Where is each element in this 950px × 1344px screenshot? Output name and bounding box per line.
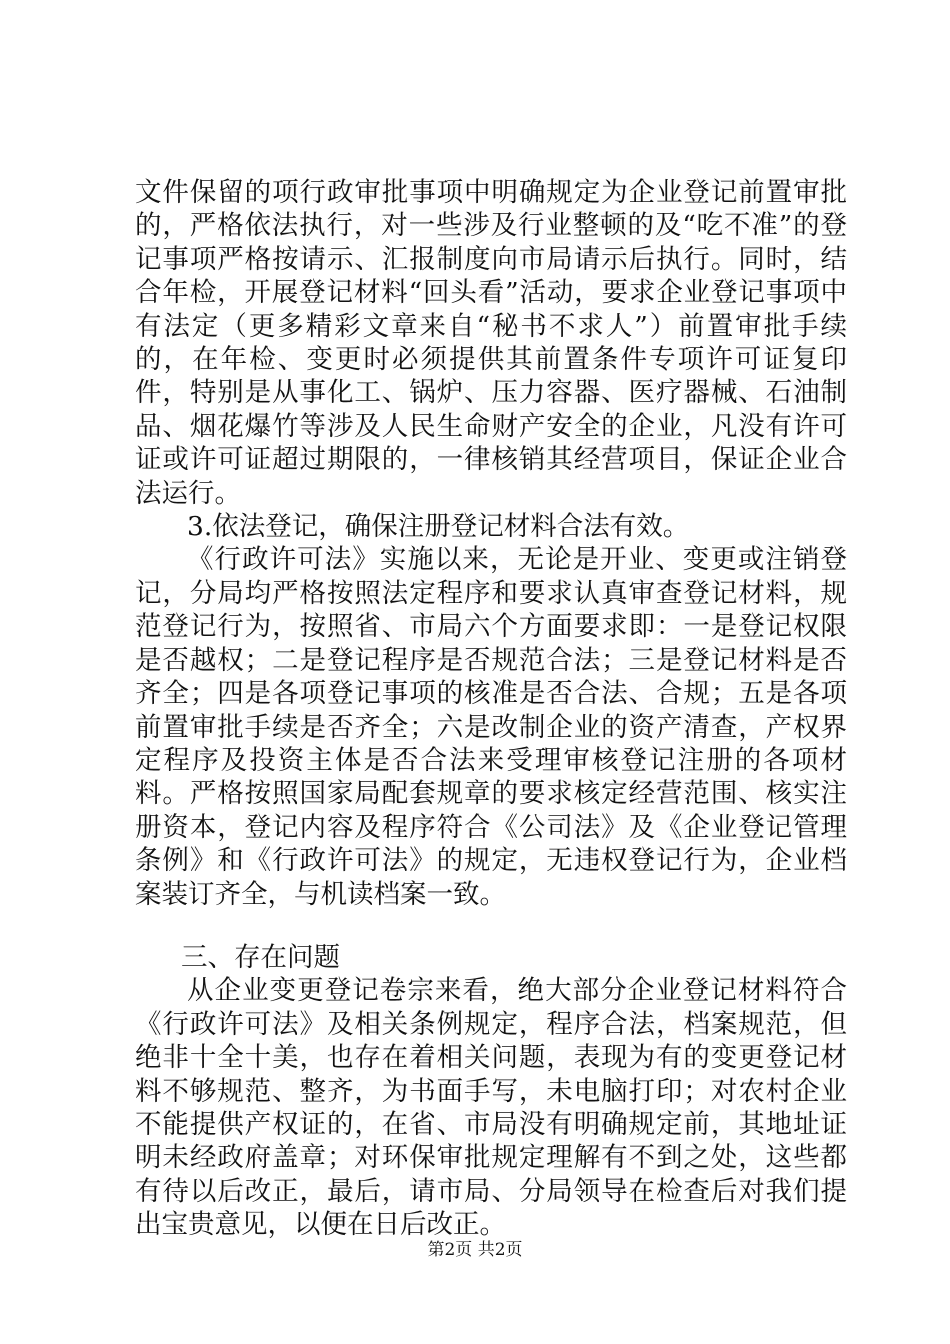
paragraph-administrative-license-law: 《行政许可法》实施以来，无论是开业、变更或注销登记，分局均严格按照法定程序和要求认真审查登记材料，规范登记行为，按照省、市局六个方面要求即：一是登记权限是否越权；二是登记程序是否规范合法；三是登记材料是否齐全；四是各项登记事项的核准是否合法、合规；五是各项前置审批手续是否齐全；六是改制企业的资产清查，产权界定程序及投资主体是否合法来受理审核登记注册的各项材料。严格按照国家局配套规章的要求核定经营范围、核实注册资本，登记内容及程序符合《公司法》及《企业登记管理条例》和《行政许可法》的规定，无违权登记行为，企业档案装订齐全，与机读档案一致。	[135, 544, 847, 910]
page-number-label: 第2页 共2页	[427, 1240, 523, 1260]
page-footer	[0, 1240, 950, 1260]
paragraph-approval-items: 文件保留的项行政审批事项中明确规定为企业登记前置审批的，严格依法执行，对一些涉及行业整顿的及“吃不准”的登记事项严格按请示、汇报制度向市局请示后执行。同时，结合年检，开展登记材料“回头看”活动，要求企业登记事项中有法定（更多精彩文章来自“秘书不求人”）前置审批手续的，在年检、变更时必须提供其前置条件专项许可证复印件，特别是从事化工、锅炉、压力容器、医疗器械、石油制品、烟花爆竹等涉及人民生命财产安全的企业，凡没有许可证或许可证超过期限的，一律核销其经营项目，保证企业合法运行。	[135, 177, 847, 509]
document-body	[135, 176, 847, 1242]
section-heading-existing-problems: 三、存在问题	[181, 941, 340, 973]
paragraph-problems-detail: 从企业变更登记卷宗来看，绝大部分企业登记材料符合《行政许可法》及相关条例规定，程序合法，档案规范，但绝非十全十美，也存在着相关问题，表现为有的变更登记材料不够规范、整齐，为书面手写，未电脑打印；对农村企业不能提供产权证的，在省、市局没有明确规定前，其地址证明未经政府盖章；对环保审批规定理解有不到之处，这些都有待以后改正，最后，请市局、分局领导在检查后对我们提出宝贵意见，以便在日后改正。	[135, 975, 847, 1241]
subheading-lawful-registration: 3.依法登记，确保注册登记材料合法有效。	[187, 511, 690, 543]
paragraph-gap	[135, 911, 847, 941]
